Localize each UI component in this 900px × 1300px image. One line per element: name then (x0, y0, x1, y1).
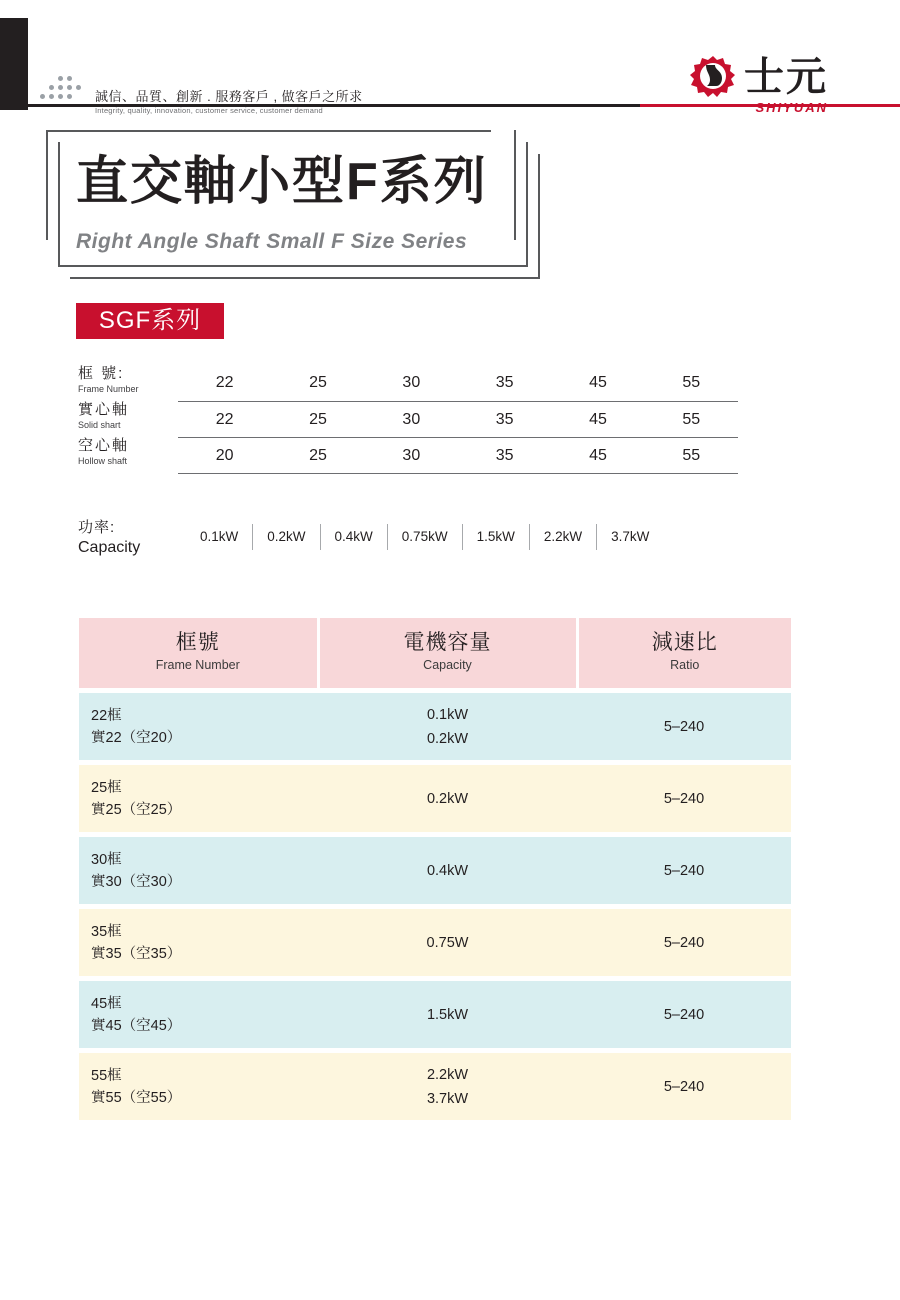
frame-line-2: 實45（空45） (91, 1017, 182, 1034)
cell-frame-number (79, 837, 318, 904)
spec-value: 20 (215, 447, 234, 464)
capacity-line-1: 0.2kW (426, 790, 469, 807)
title-frame-line (46, 130, 491, 132)
page-header (0, 18, 900, 115)
dots-decoration-icon (40, 72, 84, 102)
spec-value: 30 (402, 374, 421, 391)
spec-row-frame-number (78, 365, 758, 401)
title-frame-line (538, 154, 540, 279)
spec-value: 55 (682, 447, 701, 464)
spec-label-en: Frame Number (78, 384, 139, 394)
capacity-line-1: 1.5kW (426, 1006, 469, 1023)
table-row (79, 693, 791, 760)
frame-line-2: 實30（空30） (91, 873, 182, 890)
frame-line-2: 實55（空55） (91, 1089, 182, 1106)
company-slogan-en: Integrity, quality, innovation, customer service, customer demand (95, 106, 323, 115)
capacity-line-1: 2.2kW (426, 1066, 469, 1083)
cell-ratio: 5–240 (577, 981, 791, 1048)
frame-line-2: 實35（空35） (91, 945, 182, 962)
table-row (79, 837, 791, 904)
spec-row-values (178, 365, 738, 401)
spec-label-cn: 實心軸 (78, 401, 130, 418)
cell-ratio: 5–240 (577, 1053, 791, 1120)
spec-row-solid-shaft (78, 401, 758, 437)
spec-value: 30 (402, 411, 421, 428)
column-header-cn: 框號 (175, 631, 220, 654)
spec-label-cn: 框 號: (78, 365, 125, 382)
capacity-line-1: 0.75W (426, 934, 469, 951)
cell-capacity (318, 909, 577, 976)
spec-row-values (178, 437, 738, 474)
cell-capacity (318, 981, 577, 1048)
frame-line-1: 25框 (91, 779, 122, 796)
cell-ratio: 5–240 (577, 693, 791, 760)
cell-frame-number (79, 1053, 318, 1120)
gear-icon (690, 54, 736, 100)
column-header-en: Frame Number (155, 658, 240, 672)
column-header-cn: 電機容量 (403, 631, 492, 654)
spec-label-cn: 空心軸 (78, 437, 130, 454)
brand-subtitle: SHIYUAN (755, 100, 828, 115)
column-header-en: Ratio (670, 658, 700, 672)
capacity-value: 0.4kW (321, 524, 388, 550)
model-table (79, 618, 791, 1120)
spec-value: 25 (309, 411, 327, 428)
spec-value: 22 (215, 374, 234, 391)
capacity-value: 0.75kW (388, 524, 463, 550)
capacity-line-2: 0.2kW (426, 730, 469, 747)
capacity-label-cn: 功率: (78, 519, 116, 536)
title-frame-line (514, 130, 516, 240)
capacity-label (78, 518, 183, 558)
capacity-row (78, 518, 798, 564)
spec-value: 22 (215, 411, 234, 428)
page-title: 直交軸小型F系列 (76, 153, 488, 211)
frame-line-1: 30框 (91, 851, 122, 868)
table-header-row (79, 618, 791, 688)
cell-ratio: 5–240 (577, 765, 791, 832)
spec-value: 35 (495, 411, 514, 428)
spec-row-hollow-shaft (78, 437, 758, 473)
table-row (79, 909, 791, 976)
table-row (79, 765, 791, 832)
series-badge: SGF系列 (76, 303, 224, 339)
title-block (46, 130, 546, 275)
spec-label-en: Solid shart (78, 420, 121, 430)
frame-line-2: 實22（空20） (91, 729, 182, 746)
capacity-values (186, 524, 663, 550)
frame-line-1: 22框 (91, 707, 122, 724)
spec-value: 45 (589, 374, 607, 391)
spec-value: 45 (589, 447, 607, 464)
spec-label-en: Hollow shaft (78, 456, 128, 466)
brand-name: 士元 (744, 55, 828, 99)
capacity-value: 3.7kW (611, 529, 650, 544)
spec-row-values (178, 401, 738, 438)
spec-value: 25 (309, 447, 327, 464)
cell-frame-number (79, 693, 318, 760)
capacity-line-1: 0.1kW (426, 706, 469, 723)
capacity-value: 1.5kW (463, 524, 530, 550)
spec-value: 30 (402, 447, 421, 464)
spec-row-label (78, 365, 178, 395)
spec-row-label (78, 401, 178, 431)
cell-capacity (318, 1053, 577, 1120)
title-frame-line (526, 142, 528, 267)
capacity-line-1: 0.4kW (426, 862, 469, 879)
column-header-frame-number (79, 618, 318, 688)
spec-bottom-rule (178, 473, 738, 474)
spec-row-label (78, 437, 178, 467)
frame-spec-table (78, 365, 758, 473)
company-slogan-cn: 誠信、品質、創新 . 服務客戶 , 做客戶之所求 (95, 89, 363, 104)
capacity-label-en: Capacity (78, 539, 141, 556)
column-header-capacity (318, 618, 577, 688)
capacity-value: 0.2kW (253, 524, 320, 550)
spec-value: 55 (682, 374, 701, 391)
model-table-header (79, 618, 791, 688)
spec-value: 35 (495, 447, 514, 464)
cell-frame-number (79, 765, 318, 832)
capacity-line-2: 3.7kW (426, 1090, 469, 1107)
capacity-value: 2.2kW (530, 524, 597, 550)
capacity-value: 0.1kW (186, 524, 253, 550)
spec-value: 55 (682, 411, 701, 428)
title-frame-line (58, 142, 60, 267)
frame-line-1: 55框 (91, 1067, 122, 1084)
cell-capacity (318, 693, 577, 760)
spec-value: 25 (309, 374, 327, 391)
header-left-block (0, 18, 28, 110)
cell-frame-number (79, 909, 318, 976)
spec-value: 45 (589, 411, 607, 428)
frame-line-1: 35框 (91, 923, 122, 940)
table-row (79, 1053, 791, 1120)
column-header-en: Capacity (423, 658, 472, 672)
cell-ratio: 5–240 (577, 909, 791, 976)
column-header-ratio (577, 618, 791, 688)
title-frame-line (46, 130, 48, 240)
frame-line-1: 45框 (91, 995, 122, 1012)
model-table-body (79, 688, 791, 1120)
title-frame-line (70, 277, 540, 279)
cell-capacity (318, 765, 577, 832)
cell-ratio: 5–240 (577, 837, 791, 904)
page-subtitle: Right Angle Shaft Small F Size Series (76, 230, 468, 253)
frame-line-2: 實25（空25） (91, 801, 182, 818)
title-frame-line (58, 265, 528, 267)
column-header-cn: 減速比 (651, 631, 718, 654)
spec-value: 35 (495, 374, 514, 391)
cell-frame-number (79, 981, 318, 1048)
cell-capacity (318, 837, 577, 904)
brand-logo (690, 54, 828, 100)
table-row (79, 981, 791, 1048)
